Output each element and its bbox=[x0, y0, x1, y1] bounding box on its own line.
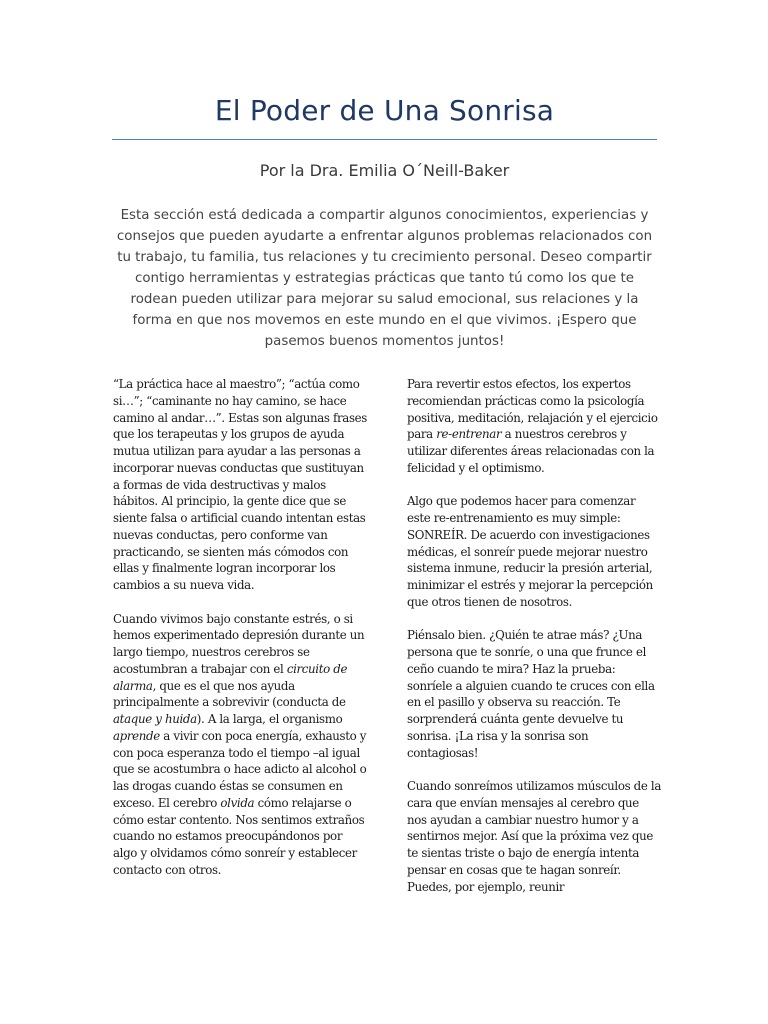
text-run: , que es el que nos ayuda principalmente a sobrevivir (conducta de bbox=[113, 678, 346, 710]
italic-text: olvida bbox=[220, 795, 255, 810]
italic-text: ataque y huida bbox=[113, 712, 197, 726]
left-paragraph-2 bbox=[113, 611, 367, 879]
text-run: cómo relajarse o cómo estar contento. Nos sentimos extraños cuando no estamos preocupándonos por algo y olvidamos cómo sonreír y establecer contacto con otros. bbox=[113, 795, 365, 877]
italic-text: circuito de alarma bbox=[113, 661, 348, 693]
text-run: Cuando vivimos bajo constante estrés, o si hemos experimentado depresión durante un largo tiempo, nuestros cerebros se acostumbran a trabajar con el bbox=[113, 611, 365, 676]
right-paragraph-1 bbox=[407, 376, 661, 477]
title-divider bbox=[112, 139, 657, 140]
left-paragraph-1: “La práctica hace al maestro”; “actúa como si…”; “caminante no hay camino, se hace camino al andar…”. Estas son algunas frases que los terapeutas y los grupos de ayuda mutua utilizan para ayudar a las personas a incorporar nuevas conductas que sustituyan a formas de vida destructivas y malos hábitos. Al principio, la gente dice que se siente falsa o artificial cuando intentan estas nuevas conductas, pero conforme van practicando, se sienten más cómodos con ellas y finalmente logran incorporar los cambios a su nueva vida. bbox=[113, 377, 368, 592]
italic-text: re-entrenar bbox=[436, 427, 502, 442]
text-run: Para revertir estos efectos, los expertos recomiendan prácticas como la psicología positiva, meditación, relajación y el ejercicio para bbox=[407, 377, 658, 442]
right-paragraph-2: Algo que podemos hacer para comenzar este re-entrenamiento es muy simple: SONREÍR. De acuerdo con investigaciones médicas, el sonreír puede mejorar nuestro sistema inmune, reducir la presión arterial, minimizar el estrés y mejorar la percepción que otros tienen de nosotros. bbox=[407, 494, 653, 609]
text-run: a vivir con poca energía, exhausto y con poca esperanza todo el tiempo –al igual que se acostumbra o hace adicto al alcohol o las drogas cuando éstas se consumen en exceso. El cerebro bbox=[113, 728, 367, 810]
text-run: ). A la larga, el organismo bbox=[196, 712, 343, 726]
right-column bbox=[407, 376, 661, 895]
right-paragraph-4: Cuando sonreímos utilizamos músculos de la cara que envían mensajes al cerebro que nos ayudan a cambiar nuestro humor y a sentirnos mejor. Así que la próxima vez que te sientas triste o bajo de energía intenta pensar en cosas que te hagan sonreír. Puedes, por ejemplo, reunir bbox=[407, 779, 662, 894]
left-column bbox=[113, 376, 367, 879]
intro-paragraph: Esta sección está dedicada a compartir algunos conocimientos, experiencias y consejos que pueden ayudarte a enfrentar algunos problemas relacionados con tu trabajo, tu familia, tus relaciones y tu crecimiento personal. Deseo compartir contigo herramientas y estrategias prácticas que tanto tú como los que te rodean pueden utilizar para mejorar su salud emocional, sus relaciones y la forma en que nos movemos en este mundo en el que vivimos. ¡Espero que pasemos buenos momentos juntos! bbox=[116, 208, 653, 349]
author-byline: Por la Dra. Emilia O´Neill-Baker bbox=[259, 161, 510, 180]
italic-text: aprende bbox=[113, 728, 160, 743]
page-title: El Poder de Una Sonrisa bbox=[214, 94, 555, 127]
right-paragraph-3: Piénsalo bien. ¿Quién te atrae más? ¿Una persona que te sonríe, o una que frunce el ceño cuando te mira? Haz la prueba: sonríele a alguien cuando te cruces con ella en el pasillo y observa su reacción. Te sorprenderá cuánta gente devuelve tu sonrisa. ¡La risa y la sonrisa son contagiosas! bbox=[407, 628, 655, 760]
text-run: a nuestros cerebros y utilizar diferentes áreas relacionadas con la felicidad y el optimismo. bbox=[407, 427, 655, 475]
